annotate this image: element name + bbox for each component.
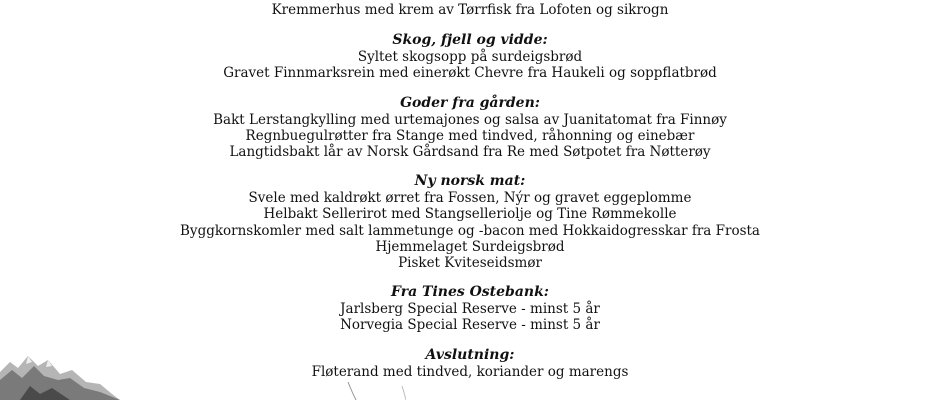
menu-item: Kremmerhus med krem av Tørrfisk fra Lofoten og sikrogn bbox=[271, 2, 669, 18]
menu-section-avslutning bbox=[0, 347, 940, 380]
decorative-strokes bbox=[346, 382, 406, 400]
section-heading: Avslutning: bbox=[425, 346, 515, 363]
menu-section-ny-norsk-mat bbox=[0, 173, 940, 271]
menu-item: Fløterand med tindved, koriander og marengs bbox=[311, 363, 629, 380]
menu-item: Jarlsberg Special Reserve - minst 5 år bbox=[340, 301, 600, 318]
menu-section-ostebank bbox=[0, 284, 940, 333]
section-heading: Goder fra gården: bbox=[400, 94, 540, 111]
menu-item: Langtidsbakt lår av Norsk Gårdsand fra Re med Søtpotet fra Nøtterøy bbox=[229, 144, 711, 161]
menu-item: Syltet skogsopp på surdeigsbrød bbox=[357, 49, 583, 66]
menu-section-garden bbox=[0, 95, 940, 161]
section-heading: Skog, fjell og vidde: bbox=[392, 32, 548, 49]
menu-item: Hjemmelaget Surdeigsbrød bbox=[375, 238, 565, 255]
menu-item: Gravet Finnmarksrein med einerøkt Chevre fra Haukeli og soppflatbrød bbox=[223, 65, 717, 82]
menu-item: Helbakt Sellerirot med Stangselleriolje og Tine Rømmekolle bbox=[263, 206, 677, 223]
section-heading: Fra Tines Ostebank: bbox=[391, 284, 549, 301]
menu-item: Svele med kaldrøkt ørret fra Fossen, Nýr og gravet eggeplomme bbox=[248, 190, 692, 207]
menu-item: Bakt Lerstangkylling med urtemajones og salsa av Juanitatomat fra Finnøy bbox=[213, 111, 727, 128]
menu-item: Pisket Kviteseidsmør bbox=[398, 255, 542, 272]
menu-item: Regnbuegulrøtter fra Stange med tindved, råhonning og einebær bbox=[245, 127, 695, 144]
section-heading: Ny norsk mat: bbox=[414, 173, 526, 190]
menu-item: Norvegia Special Reserve - minst 5 år bbox=[340, 317, 600, 334]
menu-section-skog bbox=[0, 32, 940, 81]
menu-item: Byggkornskomler med salt lammetunge og -bacon med Hokkaidogresskar fra Frosta bbox=[180, 222, 760, 239]
